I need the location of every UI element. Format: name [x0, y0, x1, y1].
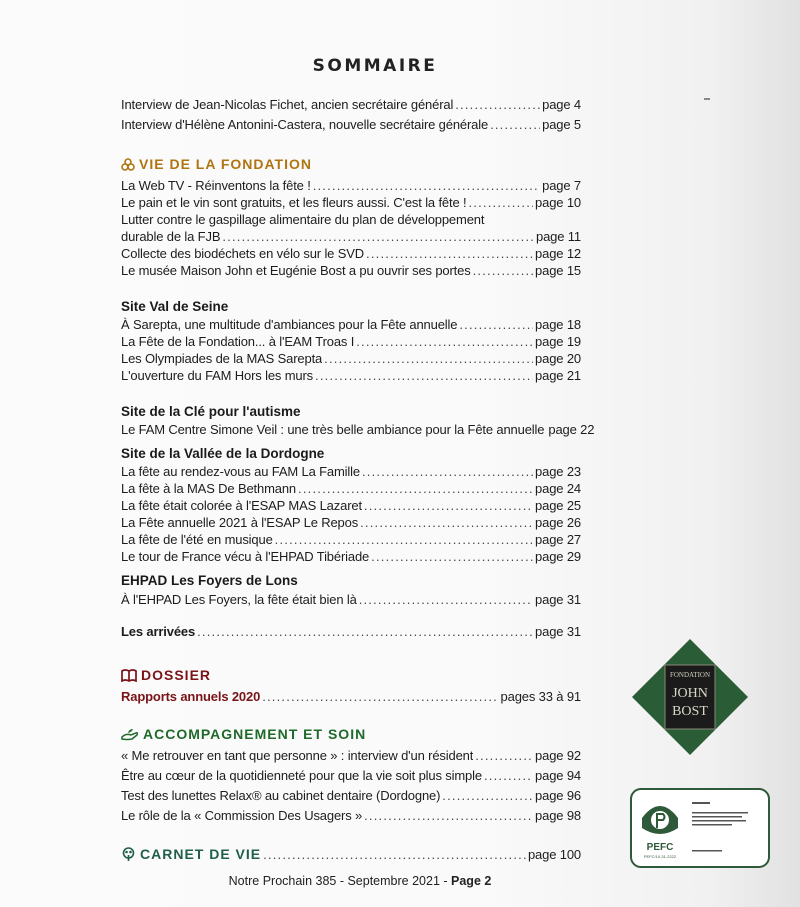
toc-entry[interactable]: La fête à la MAS De Bethmann ..... page 24: [121, 480, 581, 497]
toc-entry[interactable]: La fête au rendez-vous au FAM La Famille ..... page 23: [121, 463, 581, 480]
toc-entry[interactable]: Le FAM Centre Simone Veil : une très belle ambiance pour la Fête annuelle page 22: [121, 422, 595, 437]
book-icon: [121, 669, 137, 682]
svg-text:PEFC/10-31-2222: PEFC/10-31-2222: [643, 854, 677, 859]
page-edge-shadow: [710, 0, 800, 907]
toc-entry[interactable]: Rapports annuels 2020 ..... pages 33 à 91: [121, 688, 581, 705]
toc-entry-line[interactable]: Lutter contre le gaspillage alimentaire du plan de développement: [121, 212, 485, 227]
toc-entry[interactable]: durable de la FJB ..... page 11: [121, 228, 581, 245]
section-arrivees: [121, 623, 581, 640]
section-heading: Site de la Clé pour l'autisme: [121, 404, 301, 419]
section-heading: VIE DE LA FONDATION: [121, 155, 581, 174]
toc-entry[interactable]: Le musée Maison John et Eugénie Bost a pu ouvrir ses portes ..... page 15: [121, 262, 581, 279]
toc-entry[interactable]: Le pain et le vin sont gratuits, et les fleurs aussi. C'est la fête ! ..... page 10: [121, 194, 581, 211]
toc-entry[interactable]: Collecte des biodéchets en vélo sur le SVD ..... page 12: [121, 245, 581, 262]
toc-entry[interactable]: Le rôle de la « Commission Des Usagers » ..... page 98: [121, 807, 581, 824]
fondation-john-bost-logo: [630, 637, 750, 762]
page-number: Page 2: [451, 874, 492, 888]
hand-leaf-icon: [121, 728, 139, 741]
tree-icon: [121, 847, 136, 862]
toc-entry[interactable]: La Web TV - Réinventons la fête ! ..... page 7: [121, 177, 581, 194]
toc-entry[interactable]: CARNET DE VIE ..... page 100: [121, 846, 581, 863]
page-title: SOMMAIRE: [312, 56, 438, 76]
toc-entry[interactable]: Test des lunettes Relax® au cabinet dentaire (Dordogne) ..... page 96: [121, 787, 581, 804]
section-heading: Site de la Vallée de la Dordogne: [121, 446, 325, 461]
svg-text:BOST: BOST: [672, 704, 708, 719]
section-heading: ACCOMPAGNEMENT ET SOIN: [121, 725, 581, 744]
toc-entry[interactable]: Les Olympiades de la MAS Sarepta ..... page 20: [121, 350, 581, 367]
svg-text:FONDATION: FONDATION: [669, 671, 711, 679]
scan-mark: [704, 98, 710, 100]
page-footer: Notre Prochain 385 - Septembre 2021 - Page 2: [228, 874, 492, 888]
toc-entry[interactable]: La Fête annuelle 2021 à l'ESAP Le Repos ..... page 26: [121, 514, 581, 531]
toc-entry[interactable]: Les arrivées ..... page 31: [121, 623, 581, 640]
section-val-de-seine: [121, 298, 581, 384]
toc-entry[interactable]: Le tour de France vécu à l'EHPAD Tibériade ..... page 29: [121, 548, 581, 565]
section-foyers-lons: [121, 572, 581, 608]
svg-text:PEFC: PEFC: [646, 842, 674, 853]
flower-icon: [121, 158, 135, 172]
section-heading: DOSSIER: [121, 666, 581, 685]
toc-entry[interactable]: À Sarepta, une multitude d'ambiances pour la Fête annuelle ..... page 18: [121, 316, 581, 333]
toc-entry[interactable]: À l'EHPAD Les Foyers, la fête était bien là ..... page 31: [121, 591, 581, 608]
toc-entry[interactable]: La fête était colorée à l'ESAP MAS Lazaret ..... page 25: [121, 497, 581, 514]
section-cle-autisme: [121, 403, 595, 438]
toc-entry[interactable]: Interview de Jean-Nicolas Fichet, ancien secrétaire général ..... page 4: [121, 96, 581, 113]
toc-intro: [121, 96, 581, 133]
section-dossier: [121, 666, 581, 705]
toc-entry[interactable]: Interview d'Hélène Antonini-Castera, nouvelle secrétaire générale ..... page 5: [121, 116, 581, 133]
toc-entry[interactable]: « Me retrouver en tant que personne » : interview d'un résident ..... page 92: [121, 747, 581, 764]
toc-entry[interactable]: L'ouverture du FAM Hors les murs ..... page 21: [121, 367, 581, 384]
section-heading: Site Val de Seine: [121, 299, 229, 314]
section-carnet: [121, 846, 581, 863]
svg-text:JOHN: JOHN: [672, 686, 708, 701]
toc-entry[interactable]: Être au cœur de la quotidienneté pour que la vie soit plus simple ..... page 94: [121, 767, 581, 784]
section-vallee-dordogne: [121, 445, 581, 565]
toc-entry[interactable]: La fête de l'été en musique ..... page 27: [121, 531, 581, 548]
pefc-certification-label: [630, 788, 770, 873]
section-vie-fondation: [121, 155, 581, 279]
section-heading: EHPAD Les Foyers de Lons: [121, 573, 298, 588]
toc-entry[interactable]: La Fête de la Fondation... à l'EAM Troas I ..... page 19: [121, 333, 581, 350]
section-accompagnement: [121, 725, 581, 824]
